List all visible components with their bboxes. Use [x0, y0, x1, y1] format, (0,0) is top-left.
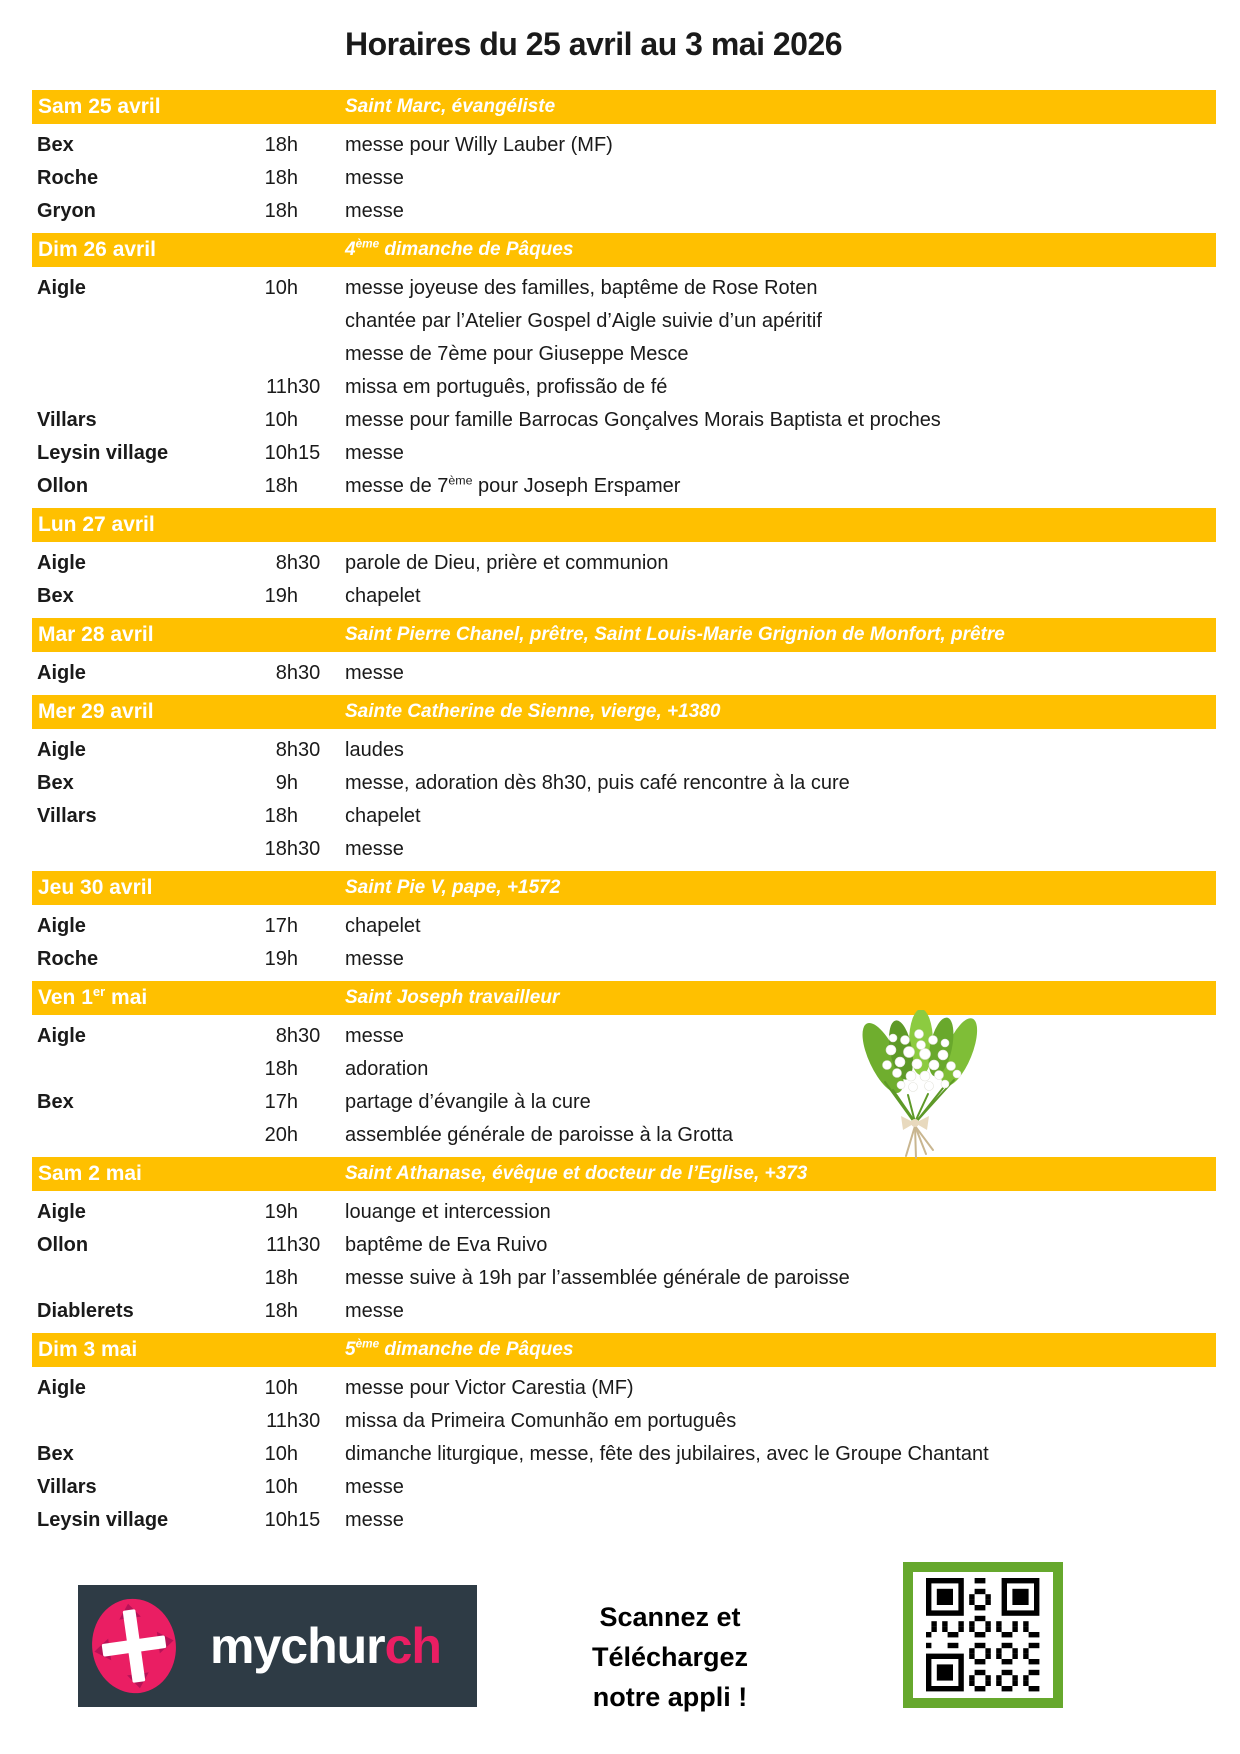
schedule-row [32, 129, 1216, 162]
desc-cell: messe suive à 19h par l’assemblée générale de paroisse [345, 1267, 850, 1289]
time-hour-cell: 8h [275, 1025, 298, 1047]
time-min-cell [298, 195, 330, 228]
day-banner [32, 1333, 1216, 1367]
desc-cell: messe [345, 442, 404, 464]
column-gap [330, 404, 345, 437]
column-gap [330, 547, 345, 580]
time-min-cell: 30 [298, 376, 321, 398]
scan-line-2: Téléchargez [591, 1642, 749, 1672]
page-title: Horaires du 25 avril au 3 mai 2026 [345, 26, 843, 62]
time-min-cell [298, 1086, 330, 1119]
schedule-row [32, 1504, 1216, 1537]
time-min-cell: 30 [298, 552, 321, 574]
desc-cell: messe [345, 1476, 404, 1498]
column-gap [330, 437, 345, 470]
time-min-cell [298, 1295, 330, 1328]
time-min-cell [298, 767, 330, 800]
time-min-cell [298, 1372, 330, 1405]
time-hour-cell: 18h [264, 200, 298, 222]
place-cell: Diablerets [37, 1300, 134, 1322]
desc-cell: chapelet [345, 915, 421, 937]
desc-cell: messe [345, 1300, 404, 1322]
time-min-cell [298, 338, 330, 371]
desc-cell: messe [345, 662, 404, 684]
time-hour-cell: 10h [264, 1443, 298, 1465]
time-hour-cell: 10h [264, 1476, 298, 1498]
desc-cell: messe [345, 1025, 404, 1047]
day-label: Ven 1er mai [38, 984, 148, 1009]
column-gap [330, 162, 345, 195]
time-hour-cell: 10h [264, 442, 298, 464]
column-gap [330, 305, 345, 338]
feast-label: Saint Joseph travailleur [345, 987, 560, 1008]
time-min-cell [298, 800, 330, 833]
feast-label: Saint Marc, évangéliste [345, 96, 556, 117]
column-gap [330, 1086, 345, 1119]
column-gap [330, 1504, 345, 1537]
schedule-row [32, 800, 1216, 833]
desc-cell: parole de Dieu, prière et communion [345, 552, 669, 574]
day-banner [32, 508, 1216, 542]
scan-app-text [500, 1597, 840, 1717]
time-hour-cell [230, 338, 298, 371]
place-cell: Roche [37, 167, 99, 189]
desc-cell: chapelet [345, 585, 421, 607]
time-hour-cell: 10h [264, 1509, 298, 1531]
time-hour-cell: 9h [275, 772, 298, 794]
time-hour-cell: 18h [264, 167, 298, 189]
desc-cell: partage d’évangile à la cure [345, 1091, 591, 1113]
time-hour-cell: 20h [264, 1124, 298, 1146]
time-min-cell [298, 305, 330, 338]
desc-cell: messe pour famille Barrocas Gonçalves Morais Baptista et proches [345, 409, 941, 431]
time-hour-cell: 17h [264, 1091, 298, 1113]
schedule-row [32, 580, 1216, 613]
schedule-row [32, 833, 1216, 866]
place-cell: Aigle [37, 915, 86, 937]
schedule-table [32, 85, 1216, 1537]
time-min-cell [298, 470, 330, 503]
schedule-row [32, 404, 1216, 437]
desc-cell: laudes [345, 739, 404, 761]
time-min-cell [298, 1119, 330, 1152]
schedule-row [32, 1229, 1216, 1262]
desc-cell: chapelet [345, 805, 421, 827]
column-gap [330, 1020, 345, 1053]
day-banner [32, 871, 1216, 905]
column-gap [330, 470, 345, 503]
place-cell: Leysin village [37, 442, 169, 464]
desc-cell: messe [345, 167, 404, 189]
time-hour-cell: 8h [275, 552, 298, 574]
desc-cell: messe de 7ème pour Giuseppe Mesce [345, 343, 689, 365]
schedule-row [32, 943, 1216, 976]
desc-cell: messe [345, 838, 404, 860]
schedule-row [32, 1405, 1216, 1438]
time-min-cell [298, 910, 330, 943]
schedule-row [32, 162, 1216, 195]
column-gap [330, 767, 345, 800]
time-hour-cell: 10h [264, 277, 298, 299]
place-cell [32, 1119, 230, 1152]
schedule-row [32, 437, 1216, 470]
mychurch-logo [78, 1585, 477, 1707]
column-gap [330, 338, 345, 371]
time-hour-cell: 11h [266, 376, 298, 398]
place-cell: Bex [37, 585, 74, 607]
column-gap [330, 371, 345, 404]
desc-cell: dimanche liturgique, messe, fête des jubilaires, avec le Groupe Chantant [345, 1443, 989, 1465]
column-gap [330, 195, 345, 228]
qr-code-image [903, 1562, 1063, 1708]
day-label: Mer 29 avril [38, 700, 154, 723]
time-min-cell: 30 [298, 1025, 321, 1047]
time-min-cell: 30 [298, 662, 321, 684]
column-gap [330, 1372, 345, 1405]
place-cell: Aigle [37, 277, 86, 299]
column-gap [330, 910, 345, 943]
logo-text-pink: ch [384, 1618, 441, 1674]
desc-cell: messe [345, 1509, 404, 1531]
desc-cell: messe de 7ème pour Joseph Erspamer [345, 473, 681, 497]
column-gap [330, 833, 345, 866]
time-min-cell [298, 1262, 330, 1295]
place-cell [32, 1262, 230, 1295]
time-min-cell [298, 162, 330, 195]
schedule-row [32, 338, 1216, 371]
schedule-row [32, 470, 1216, 503]
day-banner [32, 695, 1216, 729]
time-min-cell [298, 1196, 330, 1229]
desc-cell: louange et intercession [345, 1201, 551, 1223]
time-hour-cell: 11h [266, 1234, 298, 1256]
column-gap [330, 1196, 345, 1229]
place-cell: Bex [37, 1091, 74, 1113]
day-label: Sam 25 avril [38, 95, 161, 118]
schedule-row [32, 1372, 1216, 1405]
place-cell: Gryon [37, 200, 96, 222]
desc-cell: missa da Primeira Comunhão em português [345, 1410, 737, 1432]
schedule-row [32, 195, 1216, 228]
schedule-row [32, 272, 1216, 305]
day-banner [32, 618, 1216, 652]
schedule-row [32, 1119, 1216, 1152]
desc-cell: baptême de Eva Ruivo [345, 1234, 548, 1256]
place-cell [32, 338, 230, 371]
column-gap [330, 272, 345, 305]
time-min-cell [298, 129, 330, 162]
time-hour-cell: 18h [264, 1058, 298, 1080]
time-min-cell: 30 [298, 1410, 321, 1432]
day-label: Mar 28 avril [38, 623, 154, 646]
place-cell: Aigle [37, 739, 86, 761]
time-hour-cell: 18h [264, 134, 298, 156]
schedule-row [32, 305, 1216, 338]
place-cell: Villars [37, 409, 97, 431]
logo-cross-arrows-icon [88, 1596, 180, 1696]
time-min-cell [298, 1471, 330, 1504]
schedule-row [32, 371, 1216, 404]
column-gap [330, 1262, 345, 1295]
desc-cell: messe, adoration dès 8h30, puis café rencontre à la cure [345, 772, 850, 794]
schedule-row [32, 1438, 1216, 1471]
logo-text-white: mychur [210, 1618, 385, 1674]
column-gap [330, 1053, 345, 1086]
place-cell: Aigle [37, 1025, 86, 1047]
schedule-row [32, 1295, 1216, 1328]
feast-label: Saint Pie V, pape, +1572 [345, 877, 561, 898]
day-banner [32, 1157, 1216, 1191]
time-min-cell [298, 943, 330, 976]
schedule-row [32, 1262, 1216, 1295]
column-gap [330, 943, 345, 976]
place-cell: Aigle [37, 552, 86, 574]
schedule-row [32, 1196, 1216, 1229]
schedule-row [32, 767, 1216, 800]
day-label: Dim 3 mai [38, 1338, 138, 1361]
time-hour-cell: 19h [264, 585, 298, 607]
schedule-row [32, 657, 1216, 690]
column-gap [330, 129, 345, 162]
time-min-cell: 15 [298, 442, 321, 464]
desc-cell: messe joyeuse des familles, baptême de Rose Roten [345, 277, 818, 299]
day-label: Dim 26 avril [38, 238, 156, 261]
column-gap [330, 580, 345, 613]
day-label: Lun 27 avril [38, 513, 155, 536]
day-banner [32, 981, 1216, 1015]
place-cell: Aigle [37, 1201, 86, 1223]
place-cell [32, 833, 230, 866]
desc-cell: adoration [345, 1058, 429, 1080]
place-cell: Villars [37, 805, 97, 827]
place-cell [32, 305, 230, 338]
time-hour-cell: 8h [275, 739, 298, 761]
schedule-row [32, 547, 1216, 580]
place-cell [32, 1053, 230, 1086]
time-hour-cell: 18h [264, 1267, 298, 1289]
place-cell: Ollon [37, 475, 89, 497]
scan-line-1: Scannez et [599, 1602, 741, 1632]
day-banner [32, 90, 1216, 124]
time-hour-cell: 10h [264, 1377, 298, 1399]
desc-cell: chantée par l’Atelier Gospel d’Aigle suivie d’un apéritif [345, 310, 822, 332]
time-min-cell [298, 1053, 330, 1086]
column-gap [330, 1119, 345, 1152]
place-cell: Roche [37, 948, 99, 970]
column-gap [330, 800, 345, 833]
schedule-row [32, 910, 1216, 943]
time-hour-cell: 19h [264, 948, 298, 970]
column-gap [330, 1295, 345, 1328]
time-hour-cell: 10h [264, 409, 298, 431]
time-hour-cell: 18h [264, 475, 298, 497]
feast-label: 5ème dimanche de Pâques [345, 1337, 574, 1360]
scan-line-3: notre appli ! [592, 1682, 748, 1712]
schedule-row [32, 734, 1216, 767]
time-min-cell [298, 272, 330, 305]
time-hour-cell: 18h [264, 1300, 298, 1322]
place-cell [32, 371, 230, 404]
place-cell: Ollon [37, 1234, 89, 1256]
time-min-cell: 30 [298, 838, 321, 860]
time-hour-cell: 18h [264, 805, 298, 827]
column-gap [330, 1405, 345, 1438]
schedule-row [32, 1471, 1216, 1504]
time-min-cell [298, 404, 330, 437]
column-gap [330, 1471, 345, 1504]
logo-wordmark [210, 1585, 441, 1707]
time-min-cell: 15 [298, 1509, 321, 1531]
time-hour-cell: 11h [266, 1410, 298, 1432]
time-min-cell [298, 1438, 330, 1471]
place-cell: Leysin village [37, 1509, 169, 1531]
time-min-cell [298, 580, 330, 613]
column-gap [330, 1229, 345, 1262]
time-hour-cell [230, 305, 298, 338]
column-gap [330, 1438, 345, 1471]
desc-cell: assemblée générale de paroisse à la Grotta [345, 1124, 734, 1146]
place-cell: Villars [37, 1476, 97, 1498]
place-cell: Bex [37, 134, 74, 156]
column-gap [330, 657, 345, 690]
column-gap [330, 734, 345, 767]
day-banner [32, 233, 1216, 267]
time-hour-cell: 17h [264, 915, 298, 937]
feast-label: 4ème dimanche de Pâques [345, 237, 574, 260]
place-cell: Aigle [37, 1377, 86, 1399]
desc-cell: messe [345, 200, 404, 222]
day-label: Jeu 30 avril [38, 876, 153, 899]
place-cell: Aigle [37, 662, 86, 684]
place-cell: Bex [37, 772, 74, 794]
place-cell [32, 1405, 230, 1438]
desc-cell: messe pour Willy Lauber (MF) [345, 134, 613, 156]
schedule-row [32, 1020, 1216, 1053]
feast-label: Saint Athanase, évêque et docteur de l’Eglise, +373 [345, 1163, 808, 1184]
time-hour-cell: 18h [264, 838, 298, 860]
feast-label: Sainte Catherine de Sienne, vierge, +1380 [345, 701, 721, 722]
lily-of-the-valley-image [853, 1010, 990, 1160]
time-hour-cell: 8h [275, 662, 298, 684]
schedule-row [32, 1053, 1216, 1086]
time-hour-cell: 19h [264, 1201, 298, 1223]
time-min-cell: 30 [298, 1234, 321, 1256]
feast-label: Saint Pierre Chanel, prêtre, Saint Louis-Marie Grignion de Monfort, prêtre [345, 624, 1005, 645]
desc-cell: messe [345, 948, 404, 970]
place-cell: Bex [37, 1443, 74, 1465]
day-label: Sam 2 mai [38, 1162, 142, 1185]
schedule-row [32, 1086, 1216, 1119]
time-min-cell: 30 [298, 739, 321, 761]
desc-cell: messe pour Victor Carestia (MF) [345, 1377, 634, 1399]
desc-cell: missa em português, profissão de fé [345, 376, 668, 398]
